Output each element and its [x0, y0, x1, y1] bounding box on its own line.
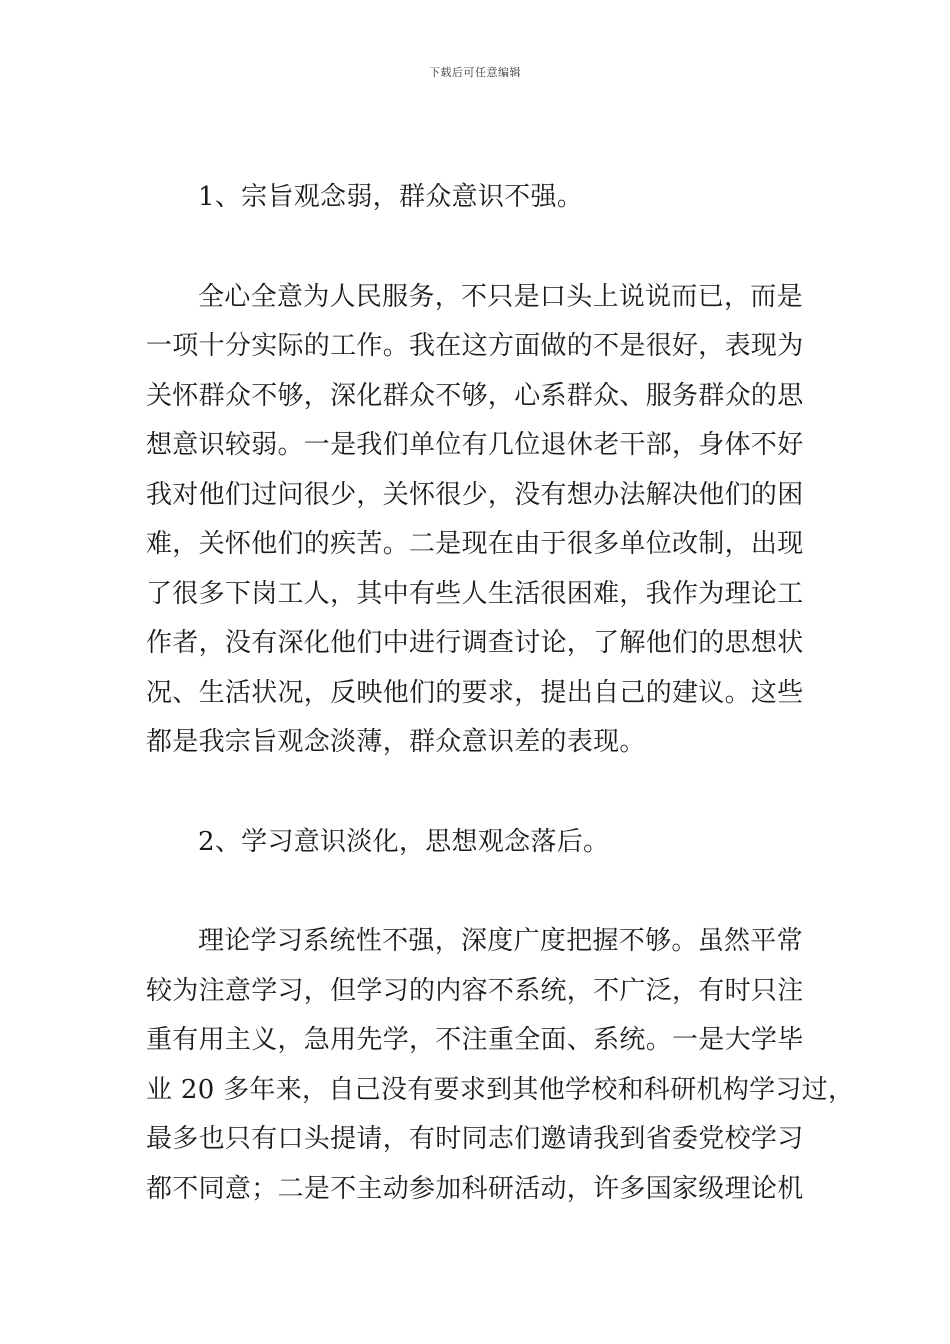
- header-note: 下载后可任意编辑: [429, 66, 521, 79]
- paragraph-line: 重有用主义，急用先学，不注重全面、系统。一是大学毕: [146, 1025, 804, 1055]
- paragraph-line: 业 20 多年来，自己没有要求到其他学校和科研机构学习过，: [146, 1074, 855, 1105]
- paragraph-line: 作者，没有深化他们中进行调查讨论，了解他们的思想状: [146, 628, 804, 658]
- paragraph-line: 都不同意；二是不主动参加科研活动，许多国家级理论机: [146, 1173, 804, 1204]
- paragraph-line: 关怀群众不够，深化群众不够，心系群众、服务群众的思: [146, 380, 804, 411]
- paragraph-gap: [146, 768, 806, 818]
- paragraph-1: [146, 273, 806, 768]
- document-body: [146, 173, 855, 1214]
- paragraph-line: 全心全意为人民服务，不只是口头上说说而已，而是: [198, 281, 803, 312]
- paragraph-line: 一项十分实际的工作。我在这方面做的不是很好，表现为: [146, 331, 804, 361]
- section-heading-2: 2、学习意识淡化，思想观念落后。: [198, 826, 610, 857]
- paragraph-gap: [146, 867, 806, 917]
- paragraph-line: 想意识较弱。一是我们单位有几位退休老干部，身体不好: [146, 430, 804, 460]
- paragraph-gap: [146, 223, 806, 273]
- paragraph-line: 况、生活状况，反映他们的要求，提出自己的建议。这些: [146, 677, 804, 708]
- paragraph-line: 难，关怀他们的疾苦。二是现在由于很多单位改制，出现: [146, 529, 804, 559]
- paragraph-line: 都是我宗旨观念淡薄，群众意识差的表现。: [146, 727, 646, 757]
- paragraph-line: 最多也只有口头提请，有时同志们邀请我到省委党校学习: [146, 1124, 804, 1154]
- section-heading-1: 1、宗旨观念弱，群众意识不强。: [198, 182, 584, 212]
- paragraph-line: 了很多下岗工人，其中有些人生活很困难，我作为理论工: [146, 578, 804, 609]
- paragraph-line: 较为注意学习，但学习的内容不系统，不广泛，有时只注: [146, 975, 804, 1006]
- paragraph-line: 我对他们过问很少，关怀很少，没有想办法解决他们的困: [146, 479, 804, 510]
- paragraph-2: [146, 917, 855, 1214]
- paragraph-line: 理论学习系统性不强，深度广度把握不够。虽然平常: [198, 926, 803, 956]
